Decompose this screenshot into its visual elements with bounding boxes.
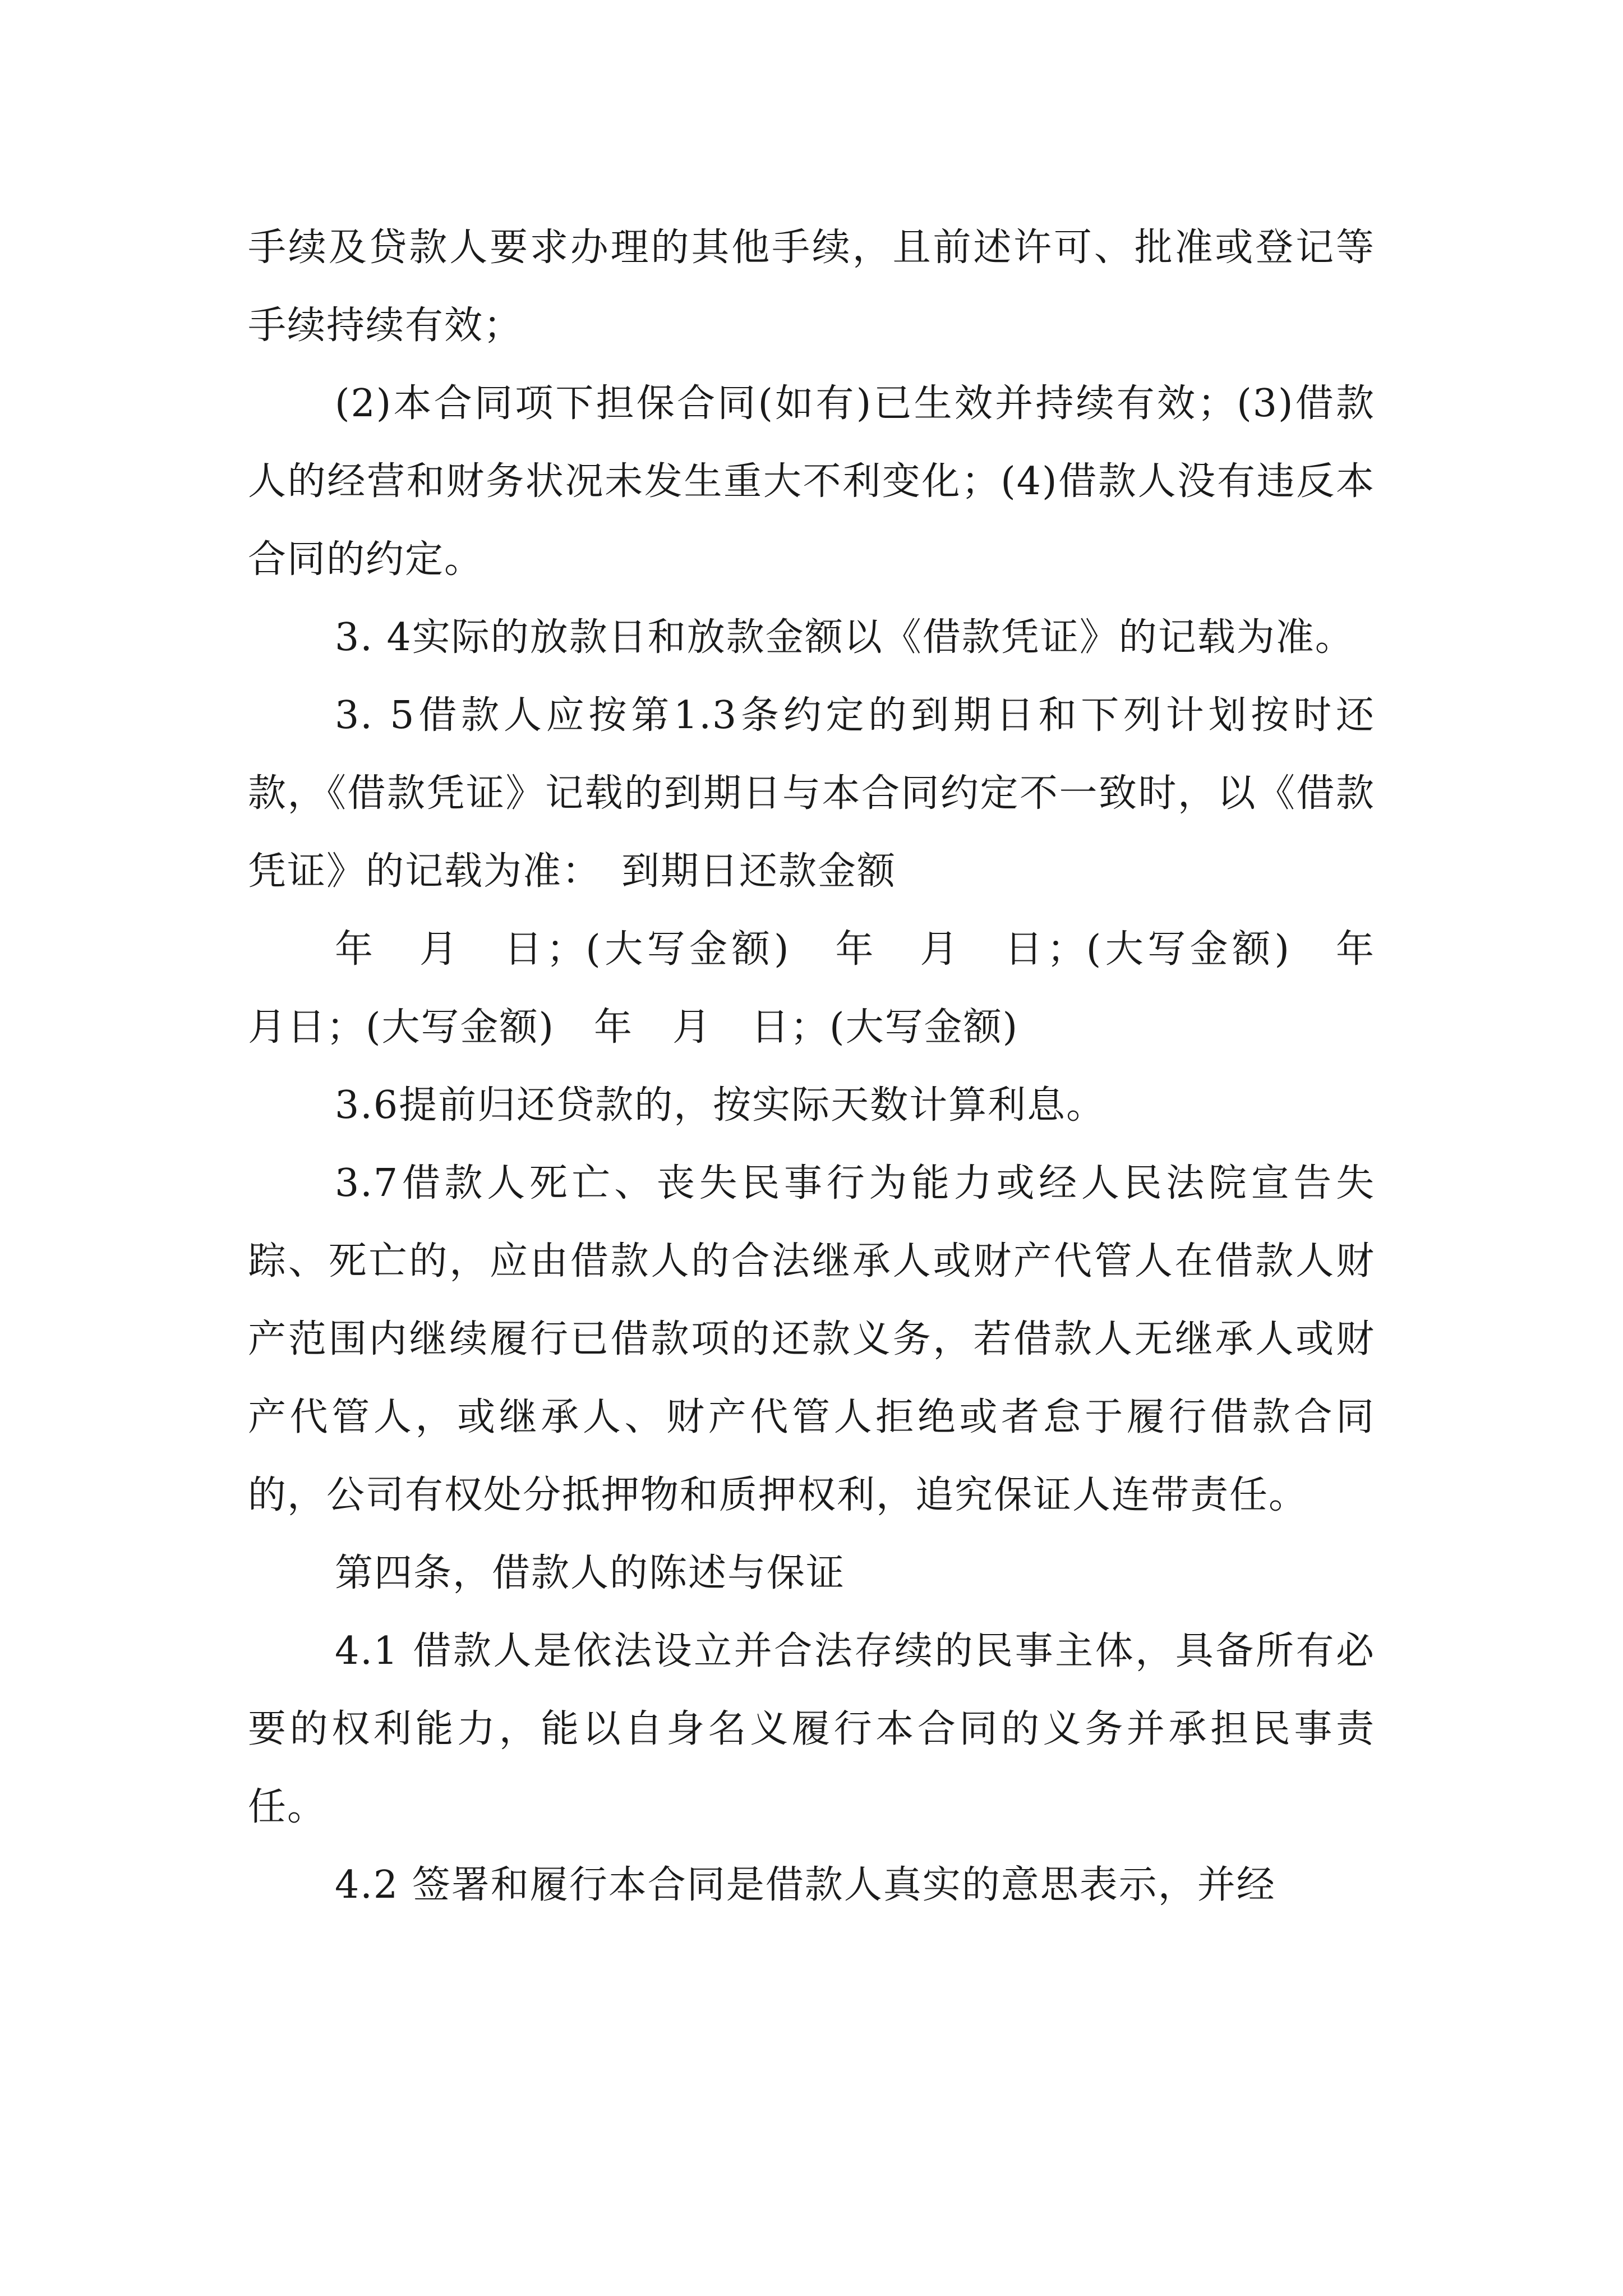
- contract-body: [248, 209, 1415, 1924]
- paragraph-procedures: 手续及贷款人要求办理的其他手续，且前述许可、批准或登记等手续持续有效；: [248, 226, 1375, 348]
- paragraph-3-6: 3.6提前归还贷款的，按实际天数计算利息。: [335, 1083, 1106, 1128]
- paragraph-3-4: 3. 4实际的放款日和放款金额以《借款凭证》的记载为准。: [335, 615, 1354, 660]
- paragraph-conditions: (2)本合同项下担保合同(如有)已生效并持续有效；(3)借款人的经营和财务状况未发生重大不利变化；(4)借款人没有违反本合同的约定。: [248, 381, 1375, 582]
- paragraph-3-7: 3.7借款人死亡、丧失民事行为能力或经人民法院宣告失踪、死亡的，应由借款人的合法继承人或财产代管人在借款人财产范围内继续履行已借款项的还款义务，若借款人无继承人或财产代管人，或继承人、财产代管人拒绝或者怠于履行借款合同的，公司有权处分抵押物和质押权利，追究保证人连带责任。: [248, 1161, 1375, 1517]
- paragraph-3-5: 3. 5借款人应按第1.3条约定的到期日和下列计划按时还款，《借款凭证》记载的到期日与本合同约定不一致时，以《借款凭证》的记载为准： 到期日还款金额: [248, 693, 1375, 894]
- paragraph-4-1: 4.1 借款人是依法设立并合法存续的民事主体，具备所有必要的权利能力，能以自身名义履行本合同的义务并承担民事责任。: [248, 1629, 1375, 1829]
- paragraph-repayment-schedule: 年 月 日；(大写金额) 年 月 日；(大写金额) 年 月日；(大写金额) 年 月 日；(大写金额): [248, 927, 1415, 1050]
- paragraph-4-2: 4.2 签署和履行本合同是借款人真实的意思表示，并经: [335, 1863, 1276, 1907]
- section-heading-article-4: 第四条，借款人的陈述与保证: [335, 1551, 846, 1595]
